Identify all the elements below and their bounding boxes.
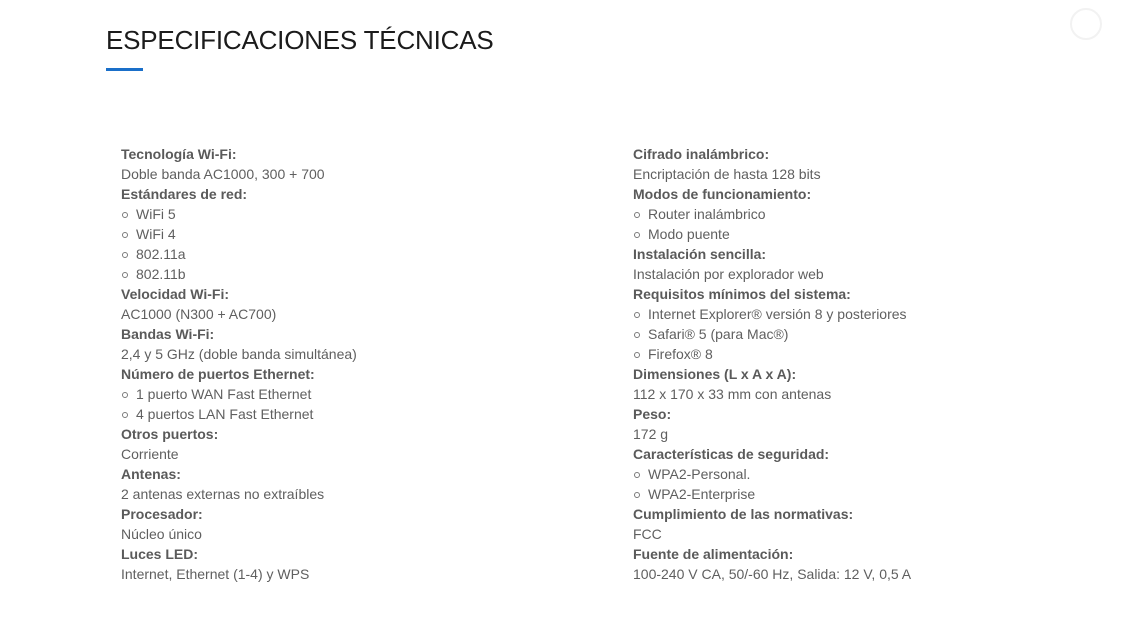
corner-logo-icon	[1070, 8, 1102, 40]
spec-label: Dimensiones (L x A x A):	[633, 366, 797, 382]
spec-value: 112 x 170 x 33 mm con antenas	[633, 386, 832, 402]
spec-list-item: 1 puerto WAN Fast Ethernet	[121, 384, 591, 404]
spec-list-item: Modo puente	[633, 224, 1103, 244]
page-title: ESPECIFICACIONES TÉCNICAS	[106, 25, 494, 55]
spec-list-item: Firefox® 8	[633, 344, 1103, 364]
spec-label: Número de puertos Ethernet:	[121, 366, 315, 382]
spec-label: Peso:	[633, 406, 672, 422]
spec-list-item: 4 puertos LAN Fast Ethernet	[121, 404, 591, 424]
spec-value: 100-240 V CA, 50/-60 Hz, Salida: 12 V, 0,5 A	[633, 566, 912, 582]
spec-value: Núcleo único	[121, 526, 202, 542]
spec-list-item: Router inalámbrico	[633, 204, 1103, 224]
spec-list-item: WPA2-Enterprise	[633, 484, 1103, 504]
spec-label: Luces LED:	[121, 546, 199, 562]
spec-label: Bandas Wi-Fi:	[121, 326, 215, 342]
spec-label: Requisitos mínimos del sistema:	[633, 286, 851, 302]
spec-label: Fuente de alimentación:	[633, 546, 794, 562]
spec-label: Cumplimiento de las normativas:	[633, 506, 854, 522]
spec-value: Corriente	[121, 446, 179, 462]
spec-label: Estándares de red:	[121, 186, 248, 202]
spec-column-left	[121, 144, 591, 584]
spec-label: Cifrado inalámbrico:	[633, 146, 770, 162]
spec-value: 2 antenas externas no extraíbles	[121, 486, 325, 502]
spec-label: Otros puertos:	[121, 426, 219, 442]
spec-label: Antenas:	[121, 466, 181, 482]
spec-label: Características de seguridad:	[633, 446, 830, 462]
spec-list-item: 802.11a	[121, 244, 591, 264]
spec-value: Instalación por explorador web	[633, 266, 824, 282]
spec-column-right	[633, 144, 1103, 584]
title-underline	[106, 68, 143, 71]
spec-value: FCC	[633, 526, 662, 542]
spec-value: Internet, Ethernet (1-4) y WPS	[121, 566, 310, 582]
spec-list-item: WiFi 4	[121, 224, 591, 244]
spec-list-item: Safari® 5 (para Mac®)	[633, 324, 1103, 344]
spec-label: Instalación sencilla:	[633, 246, 767, 262]
spec-value: Encriptación de hasta 128 bits	[633, 166, 821, 182]
spec-list-item: 802.11b	[121, 264, 591, 284]
spec-label: Velocidad Wi-Fi:	[121, 286, 229, 302]
spec-list-item: WPA2-Personal.	[633, 464, 1103, 484]
spec-value: AC1000 (N300 + AC700)	[121, 306, 277, 322]
spec-label: Procesador:	[121, 506, 203, 522]
spec-value: Doble banda AC1000, 300 + 700	[121, 166, 325, 182]
spec-value: 172 g	[633, 426, 669, 442]
spec-list-item: WiFi 5	[121, 204, 591, 224]
spec-label: Tecnología Wi-Fi:	[121, 146, 237, 162]
spec-label: Modos de funcionamiento:	[633, 186, 812, 202]
spec-value: 2,4 y 5 GHz (doble banda simultánea)	[121, 346, 357, 362]
spec-list-item: Internet Explorer® versión 8 y posteriores	[633, 304, 1103, 324]
